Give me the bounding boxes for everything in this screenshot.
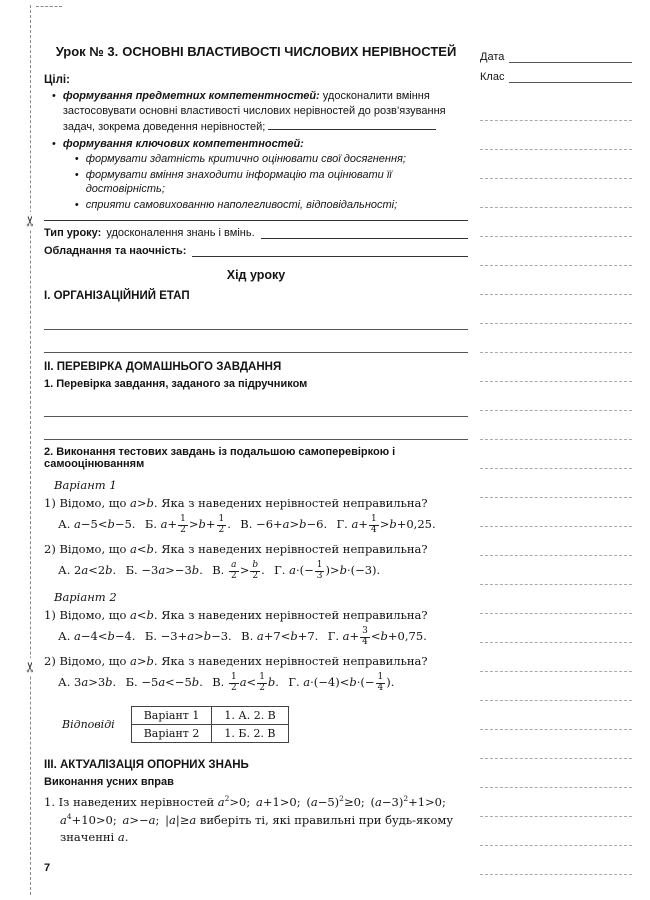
- answers-variant-cell: Варіант 1: [131, 707, 212, 725]
- note-ruled-line: [480, 382, 632, 411]
- variant-2-label: Варіант 2: [54, 590, 117, 605]
- note-ruled-line: [480, 266, 632, 295]
- fill-in-line: [192, 244, 468, 257]
- note-ruled-line: [480, 817, 632, 846]
- write-line: [44, 417, 468, 440]
- goal-item-subject: [52, 89, 468, 135]
- scissors-icon: ✂: [21, 212, 39, 230]
- note-ruled-line: [480, 150, 632, 179]
- date-row: [480, 50, 632, 63]
- class-label: Клас: [480, 71, 505, 83]
- tear-dashed-line: [30, 5, 31, 895]
- note-ruled-line: [480, 440, 632, 469]
- answers-variant-cell: Варіант 2: [131, 725, 212, 743]
- fraction: $\frac{1}{2}$: [180, 513, 186, 535]
- note-ruled-line: [480, 846, 632, 875]
- variant-1-question-2-options: А. 2a<2b. Б. −3a>−3b. В. $\frac{a}{2}$ > $\frac{b}{2}$ . Г. a·(− $\frac{1}{3}$ )>b·(−3).: [58, 559, 381, 581]
- variant-1-question-1: 1) Відомо, що a>b. Яка з наведених нерівностей неправильна?: [44, 496, 428, 511]
- write-lines-group: [44, 307, 468, 353]
- bullet-icon: •: [52, 137, 56, 150]
- bullet-icon: •: [74, 198, 79, 211]
- goal-subitem: [75, 152, 468, 167]
- write-line: [44, 307, 468, 330]
- note-ruled-line: [480, 208, 632, 237]
- fraction: $\frac{1}{2}$: [230, 671, 237, 693]
- note-ruled-line: [480, 759, 632, 788]
- goal-item-text: [63, 89, 468, 135]
- stage-2-task-2: 2. Виконання тестових завдань із подальшою самоперевіркою і самооцінюванням: [44, 446, 396, 471]
- lesson-type-label: Тип уроку:: [44, 227, 102, 240]
- fill-in-line: [268, 118, 436, 130]
- scissors-icon: ✂: [21, 658, 39, 676]
- lesson-plan-content: [44, 44, 468, 847]
- note-ruled-line: [480, 411, 632, 440]
- lesson-title-text: ОСНОВНІ ВЛАСТИВОСТІ ЧИСЛОВИХ НЕРІВНОСТЕЙ: [122, 44, 457, 59]
- margin-ruled-lines: [480, 92, 632, 875]
- variant-2-question-2-options: А. 3a>3b. Б. −5a<−5b. В. $\frac{1}{2}$ a< $\frac{1}{2}$ b. Г. a·(−4)<b·(− $\frac{1}{4}$ ).: [58, 671, 395, 693]
- fraction: $\frac{3}{4}$: [362, 625, 368, 647]
- class-row: [480, 70, 632, 83]
- goals-label: Цілі:: [44, 74, 70, 86]
- variant-2-question-2: 2) Відомо, що a>b. Яка з наведених нерівностей неправильна?: [44, 654, 428, 669]
- stage-3-task: Виконання усних вправ: [44, 776, 174, 789]
- variant-1-question-2: 2) Відомо, що a<b. Яка з наведених нерівностей неправильна?: [44, 542, 428, 557]
- fill-in-line: [261, 226, 468, 239]
- stage-1-heading: І. ОРГАНІЗАЦІЙНИЙ ЕТАП: [44, 290, 190, 303]
- bullet-icon: •: [52, 90, 56, 102]
- variant-1-question-1-options: А. a−5<b−5. Б. a+ $\frac{1}{2}$ >b+ $\frac{1}{2}$ . В. −6+a>b−6. Г. a+ $\frac{1}{4}$ >b+0,25.: [58, 513, 436, 535]
- lesson-title: [44, 44, 468, 59]
- date-label: Дата: [480, 51, 505, 63]
- goal-description: удосконалити вміння застосовувати основні властивості числових нерівностей до розв’язування задач, зокрема доведення нерівностей;: [62, 90, 446, 134]
- write-line: [44, 394, 468, 417]
- fraction: $\frac{a}{2}$: [230, 559, 237, 581]
- goal-subitem-text: сприяти самовихованню наполегливості, відповідальності;: [85, 198, 398, 211]
- stage-2-task-1: 1. Перевірка завдання, заданого за підручником: [44, 378, 308, 391]
- note-ruled-line: [480, 788, 632, 817]
- note-ruled-line: [480, 498, 632, 527]
- note-ruled-line: [480, 179, 632, 208]
- note-ruled-line: [480, 295, 632, 324]
- class-fill-line: [509, 70, 632, 83]
- write-line: [44, 330, 468, 353]
- note-ruled-line: [480, 469, 632, 498]
- test-block: [44, 478, 468, 694]
- write-lines-group: [44, 394, 468, 440]
- answers-result-cell: 1. А. 2. В: [212, 707, 288, 725]
- note-ruled-line: [480, 237, 632, 266]
- goal-item-key: [52, 137, 468, 214]
- goal-subitem: [75, 198, 468, 213]
- divider-line: [44, 220, 468, 221]
- variant-2-question-1-options: А. a−4<b−4. Б. −3+a>b−3. В. a+7<b+7. Г. a+ $\frac{3}{4}$ <b+0,75.: [58, 625, 427, 647]
- variant-2-question-1: 1) Відомо, що a<b. Яка з наведених нерівностей неправильна?: [44, 608, 428, 623]
- goal-subitem-text: формувати здатність критично оцінювати свої досягнення;: [85, 153, 406, 166]
- bullet-icon: •: [74, 168, 79, 181]
- table-row: [131, 707, 288, 725]
- page-number: 7: [44, 862, 51, 874]
- answers-result-cell: 1. Б. 2. В: [212, 725, 288, 743]
- fraction: $\frac{1}{2}$: [259, 671, 265, 693]
- lesson-type-value: удосконалення знань і вмінь.: [106, 227, 255, 240]
- answers-table: [131, 706, 289, 743]
- note-ruled-line: [480, 556, 632, 585]
- fraction: $\frac{1}{3}$: [316, 559, 323, 581]
- fraction: $\frac{1}{4}$: [377, 671, 384, 693]
- note-ruled-line: [480, 527, 632, 556]
- stage-2-heading: ІІ. ПЕРЕВІРКА ДОМАШНЬОГО ЗАВДАННЯ: [44, 361, 282, 374]
- lesson-type-row: [44, 226, 468, 239]
- goal-subitem-text: формувати вміння знаходити інформацію та оцінювати її достовірність;: [85, 168, 392, 196]
- course-heading: Хід уроку: [226, 268, 286, 283]
- goal-subitem: [75, 168, 468, 197]
- note-ruled-line: [480, 672, 632, 701]
- note-ruled-line: [480, 92, 632, 121]
- note-ruled-line: [480, 121, 632, 150]
- tear-dashed-top: [36, 6, 62, 7]
- note-ruled-line: [480, 614, 632, 643]
- stage-3-heading: ІІІ. АКТУАЛІЗАЦІЯ ОПОРНИХ ЗНАНЬ: [44, 759, 249, 772]
- note-ruled-line: [480, 585, 632, 614]
- goal-lead: формування предметних компетентностей:: [62, 90, 320, 102]
- equipment-row: [44, 244, 468, 257]
- fraction: $\frac{1}{2}$: [218, 513, 225, 535]
- margin-notes: [480, 50, 632, 875]
- date-fill-line: [509, 50, 632, 63]
- goal-lead: формування ключових компетентностей:: [62, 137, 304, 150]
- answers-label: Відповіді: [62, 718, 115, 732]
- note-ruled-line: [480, 730, 632, 759]
- answers-block: [62, 706, 468, 743]
- equipment-label: Обладнання та наочність:: [44, 245, 187, 258]
- note-ruled-line: [480, 353, 632, 382]
- variant-1-label: Варіант 1: [54, 478, 117, 493]
- lesson-number: Урок № 3.: [55, 44, 119, 59]
- goal-item-text: [63, 137, 468, 214]
- note-ruled-line: [480, 701, 632, 730]
- note-ruled-line: [480, 643, 632, 672]
- oral-exercise-text: 1. Із наведених нерівностей $a^2>0$; a+1>0; $(a-5)^2\ge 0$; $(a-3)^2+1>0$; $a^4+10>0$; a>−a; |a|≥a виберіть ті, які правильні при будь-якому значенні a.: [44, 794, 454, 845]
- fraction: $\frac{1}{4}$: [370, 513, 377, 535]
- note-ruled-line: [480, 324, 632, 353]
- table-row: [131, 725, 288, 743]
- bullet-icon: •: [74, 153, 79, 166]
- fraction: $\frac{b}{2}$: [252, 559, 259, 581]
